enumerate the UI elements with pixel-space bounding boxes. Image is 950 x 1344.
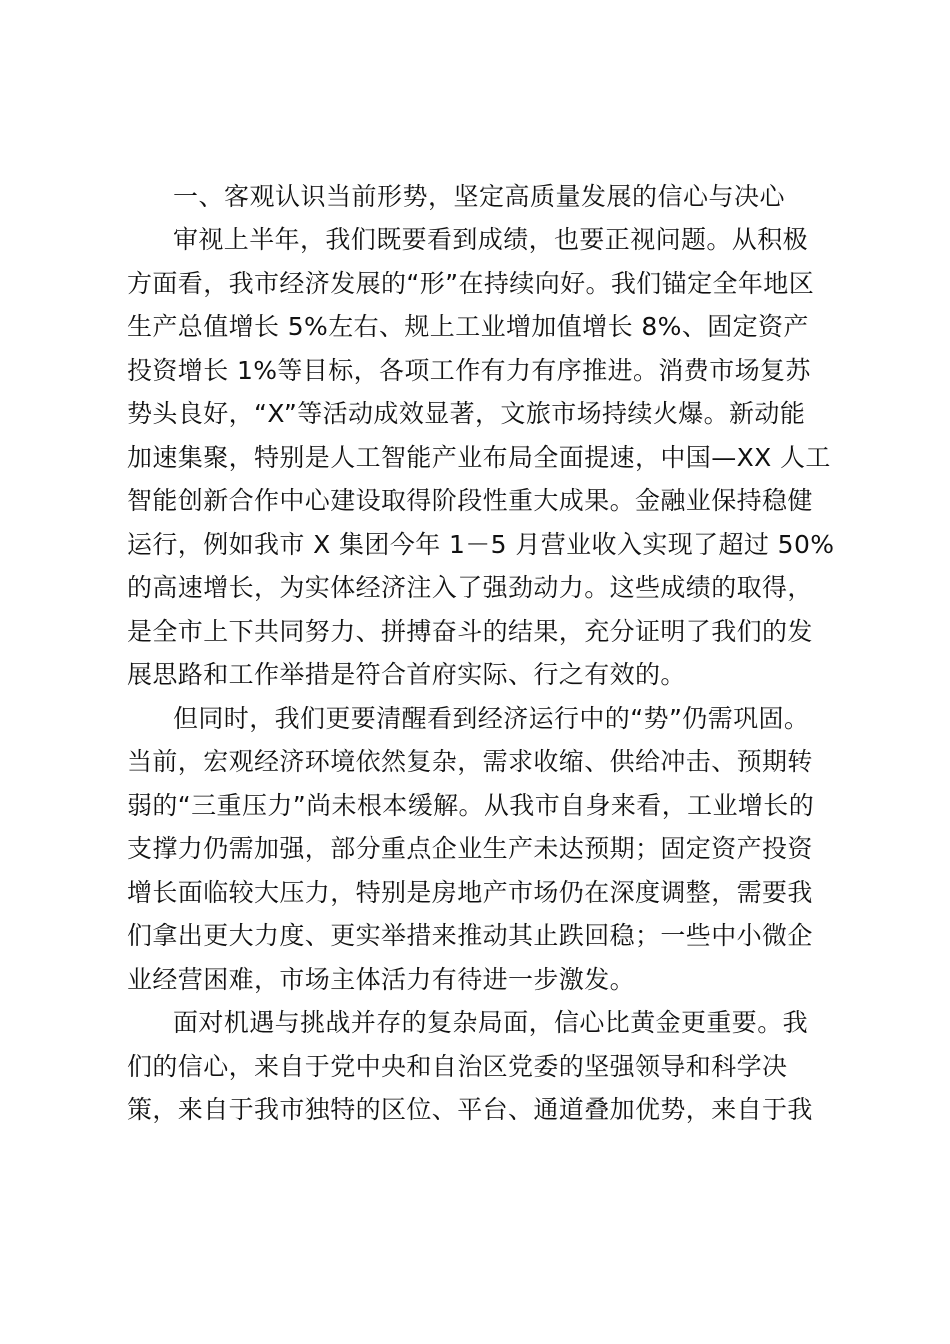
paragraph-line: 策，来自于我市独特的区位、平台、通道叠加优势，来自于我 (127, 1095, 813, 1124)
paragraph-line: 当前，宏观经济环境依然复杂，需求收缩、供给冲击、预期转 (127, 747, 813, 776)
paragraph-line: 展思路和工作举措是符合首府实际、行之有效的。 (127, 660, 686, 689)
paragraph-line: 们拿出更大力度、更实举措来推动其止跌回稳；一些中小微企 (127, 921, 813, 950)
document-body (127, 175, 835, 1132)
paragraph-1 (127, 218, 835, 697)
paragraph-2 (127, 697, 823, 1002)
paragraph-line: 支撑力仍需加强，部分重点企业生产未达预期；固定资产投资 (127, 834, 813, 863)
paragraph-line: 增长面临较大压力，特别是房地产市场仍在深度调整，需要我 (127, 877, 813, 907)
paragraph-line: 加速集聚，特别是人工智能产业布局全面提速，中国—XX 人工 (127, 442, 831, 472)
paragraph-line: 是全市上下共同努力、拼搏奋斗的结果，充分证明了我们的发 (127, 616, 813, 646)
paragraph-line: 审视上半年，我们既要看到成绩，也要正视问题。从积极 (173, 225, 809, 254)
paragraph-line: 们的信心，来自于党中央和自治区党委的坚强领导和科学决 (127, 1051, 788, 1081)
section-heading: 一、客观认识当前形势，坚定高质量发展的信心与决心 (173, 182, 786, 211)
paragraph-line: 势头良好，“X”等活动成效显著，文旅市场持续火爆。新动能 (127, 399, 806, 428)
paragraph-line: 面对机遇与挑战并存的复杂局面，信心比黄金更重要。我 (173, 1008, 809, 1037)
paragraph-line: 运行，例如我市 X 集团今年 1－5 月营业收入实现了超过 50% (127, 529, 835, 559)
paragraph-line: 的高速增长，为实体经济注入了强劲动力。这些成绩的取得， (127, 573, 813, 602)
paragraph-line: 但同时，我们更要清醒看到经济运行中的“势”仍需巩固。 (173, 703, 810, 733)
paragraph-line: 业经营困难，市场主体活力有待进一步激发。 (127, 964, 636, 994)
paragraph-line: 方面看，我市经济发展的“形”在持续向好。我们锚定全年地区 (127, 268, 815, 298)
paragraph-line: 投资增长 1%等目标，各项工作有力有序推进。消费市场复苏 (127, 355, 811, 385)
paragraph-line: 智能创新合作中心建设取得阶段性重大成果。金融业保持稳健 (127, 486, 813, 515)
paragraph-line: 生产总值增长 5%左右、规上工业增加值增长 8%、固定资产 (127, 312, 809, 341)
paragraph-3 (127, 1001, 823, 1132)
paragraph-line: 弱的“三重压力”尚未根本缓解。从我市自身来看，工业增长的 (127, 790, 815, 820)
